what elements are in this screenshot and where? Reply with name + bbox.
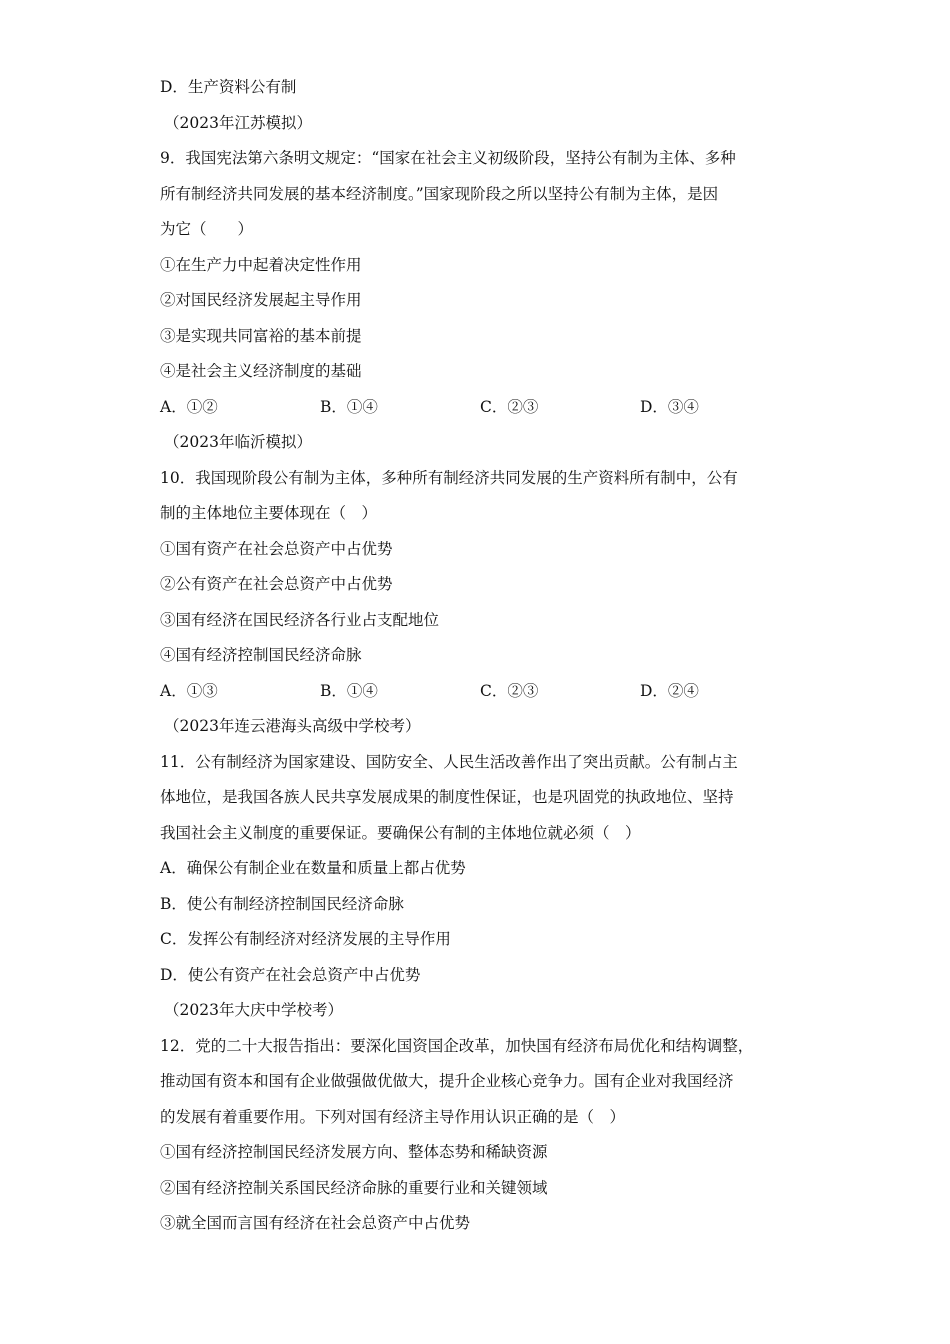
text-line: ②公有资产在社会总资产中占优势 (160, 575, 393, 593)
text-line: ①国有经济控制国民经济发展方向、整体态势和稀缺资源 (160, 1143, 548, 1161)
answer-option: D．②④ (640, 681, 699, 700)
answer-options (160, 674, 800, 710)
answer-option: C．②③ (480, 397, 539, 416)
text-line: A．确保公有制企业在数量和质量上都占优势 (160, 859, 466, 877)
text-line: C．发挥公有制经济对经济发展的主导作用 (160, 930, 451, 948)
question-source: （2023年临沂模拟） (164, 433, 312, 451)
text-line: 所有制经济共同发展的基本经济制度。”国家现阶段之所以坚持公有制为主体，是因 (160, 184, 719, 203)
answer-options (160, 390, 800, 426)
text-line: ②国有经济控制关系国民经济命脉的重要行业和关键领域 (160, 1178, 548, 1197)
text-line: ①在生产力中起着决定性作用 (160, 255, 362, 274)
text-line: 我国社会主义制度的重要保证。要确保公有制的主体地位就必须（ ） (160, 823, 641, 842)
text-line: 为它（ ） (160, 220, 254, 238)
answer-option: B．①④ (320, 681, 378, 700)
text-line: 10．我国现阶段公有制为主体，多种所有制经济共同发展的生产资料所有制中，公有 (160, 468, 738, 487)
text-line: ②对国民经济发展起主导作用 (160, 291, 362, 309)
answer-option: B．①④ (320, 397, 378, 416)
answer-option: A．①③ (160, 681, 218, 700)
text-line: D．使公有资产在社会总资产中占优势 (160, 965, 421, 984)
text-line: ①国有资产在社会总资产中占优势 (160, 539, 393, 558)
text-line: 体地位，是我国各族人民共享发展成果的制度性保证，也是巩固党的执政地位、坚持 (160, 788, 734, 806)
text-line: ④国有经济控制国民经济命脉 (160, 646, 362, 664)
text-line: B．使公有制经济控制国民经济命脉 (160, 894, 404, 913)
question-source: （2023年连云港海头高级中学校考） (164, 717, 421, 735)
answer-option: C．②③ (480, 681, 539, 700)
text-line: 11．公有制经济为国家建设、国防安全、人民生活改善作出了突出贡献。公有制占主 (160, 752, 738, 771)
text-line: 12．党的二十大报告指出：要深化国资国企改革，加快国有经济布局优化和结构调整， (160, 1036, 754, 1055)
question-source: （2023年大庆中学校考） (164, 1001, 343, 1019)
question-source: （2023年江苏模拟） (164, 113, 312, 132)
document-page (160, 70, 800, 1242)
text-line: 9．我国宪法第六条明文规定：“国家在社会主义初级阶段，坚持公有制为主体、多种 (160, 149, 736, 167)
text-line: ③国有经济在国民经济各行业占支配地位 (160, 610, 440, 629)
text-line: ③是实现共同富裕的基本前提 (160, 326, 362, 345)
text-line: 的发展有着重要作用。下列对国有经济主导作用认识正确的是（ ） (160, 1107, 626, 1126)
answer-option: A．①② (160, 397, 218, 416)
text-line: ③就全国而言国有经济在社会总资产中占优势 (160, 1214, 471, 1232)
answer-option: D．③④ (640, 397, 699, 416)
text-line: ④是社会主义经济制度的基础 (160, 362, 362, 380)
text-line: 制的主体地位主要体现在（ ） (160, 504, 378, 522)
text-line: D．生产资料公有制 (160, 78, 297, 96)
text-line: 推动国有资本和国有企业做强做优做大，提升企业核心竞争力。国有企业对我国经济 (160, 1072, 734, 1090)
